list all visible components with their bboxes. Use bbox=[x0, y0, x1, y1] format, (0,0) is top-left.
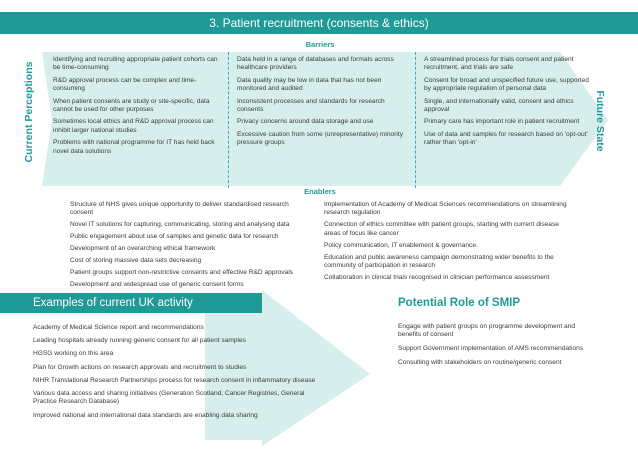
enabler-item: Patient groups support non-restrictive consents and effective R&D approvals bbox=[70, 269, 294, 277]
barriers-heading: Barriers bbox=[305, 40, 335, 49]
enabler-item: Public engagement about use of samples and genetic data for research bbox=[70, 233, 279, 241]
examples-list bbox=[33, 324, 323, 425]
future-state-item: Use of data and samples for research based on 'opt-out' rather than 'opt-in' bbox=[424, 130, 588, 147]
future-state-column bbox=[424, 56, 594, 152]
example-item: Academy of Medical Science report and recommendations bbox=[33, 324, 204, 331]
smip-item: Support Government implementation of AMS recommendations bbox=[398, 345, 584, 353]
example-item: Various data access and sharing initiatives (Generation Scotland, Cancer Registries, General Practice Research Database) bbox=[33, 390, 305, 406]
enabler-item: Connection of ethics committee with patient groups, starting with current disease areas of focus like cancer bbox=[324, 221, 559, 237]
barrier-item: R&D approval process can be complex and time-consuming bbox=[53, 76, 197, 93]
enabler-item: Structure of NHS gives unique opportunity to deliver standardised research consent bbox=[70, 201, 289, 217]
example-item: NIHR Translational Research Partnerships process for research consent in inflammatory disease bbox=[33, 376, 316, 384]
barrier-item: Inconsistent processes and standards for research consents bbox=[237, 97, 385, 114]
example-item: Improved national and international data standards are enabling data sharing bbox=[33, 411, 258, 419]
barrier-column-1 bbox=[53, 56, 221, 160]
examples-heading: Examples of current UK activity bbox=[33, 297, 193, 309]
example-item: Leading hospitals already running generic consent for all patient samples bbox=[33, 337, 246, 345]
example-item: Plan for Growth actions on research approvals and recruitment to studies bbox=[33, 363, 247, 371]
example-item: HGSG working on this area bbox=[33, 350, 114, 358]
enabler-item: Policy communication, IT enablement & governance. bbox=[324, 241, 478, 249]
enablers-heading: Enablers bbox=[304, 187, 336, 196]
current-perceptions-label: Current Perceptions bbox=[23, 61, 35, 163]
enabler-column-1 bbox=[70, 201, 310, 293]
barrier-item: When patient consents are study or site-specific, data cannot be used for other purposes bbox=[53, 97, 210, 114]
enabler-item: Novel IT solutions for capturing, communicating, storing and analysing data bbox=[70, 221, 290, 229]
smip-list bbox=[398, 323, 598, 373]
enabler-item: Development of an overarching ethical framework bbox=[70, 245, 216, 253]
barrier-column-2 bbox=[237, 56, 407, 152]
smip-heading: Potential Role of SMIP bbox=[398, 297, 521, 309]
future-state-item: Consent for broad and unspecified future use, supported by appropriate regulation of personal data bbox=[424, 76, 589, 93]
column-divider bbox=[228, 52, 229, 188]
enabler-item: Implementation of Academy of Medical Sciences recommendations on streamlining research regulation bbox=[324, 201, 567, 217]
barrier-item: Data held in a range of databases and formats across healthcare providers bbox=[237, 56, 394, 72]
enabler-item: Education and public awareness campaign demonstrating wider benefits to the community of participation in research bbox=[324, 253, 554, 270]
barrier-item: Excessive caution from some (unrepresentative) minority pressure groups bbox=[237, 130, 404, 147]
enabler-item: Development and widespread use of generic consent forms bbox=[70, 281, 244, 289]
smip-item: Engage with patient groups on programme development and benefits of consent bbox=[398, 323, 576, 339]
enabler-item: Collaboration in clinical trials recognised in clinician performance assessment bbox=[324, 274, 550, 282]
barrier-item: Identifying and recruiting appropriate patient cohorts can be time-consuming bbox=[53, 56, 218, 72]
page-title: 3. Patient recruitment (consents & ethics) bbox=[209, 16, 429, 30]
barrier-item: Problems with national programme for IT has held back novel data solutions bbox=[53, 139, 215, 155]
enabler-item: Cost of storing massive data sets decreasing bbox=[70, 257, 202, 265]
barrier-item: Privacy concerns around data storage and use bbox=[237, 118, 374, 126]
barrier-item: Sometimes local ethics and R&D approval process can inhibit larger national studies bbox=[53, 118, 214, 134]
barrier-item: Data quality may be low in data that has not been monitored and audited bbox=[237, 76, 382, 93]
future-state-item: Single, and internationally valid, consent and ethics approval bbox=[424, 97, 574, 114]
future-state-item: A streamlined process for trials consent and patient recruitment, and trials are safe bbox=[424, 56, 574, 72]
smip-item: Consulting with stakeholders on routine/generic consent bbox=[398, 359, 562, 367]
future-state-label: Future State bbox=[594, 90, 606, 152]
column-divider bbox=[415, 52, 416, 188]
enabler-column-2 bbox=[324, 201, 569, 286]
future-state-item: Primary care has important role in patient recruitment bbox=[424, 118, 580, 126]
